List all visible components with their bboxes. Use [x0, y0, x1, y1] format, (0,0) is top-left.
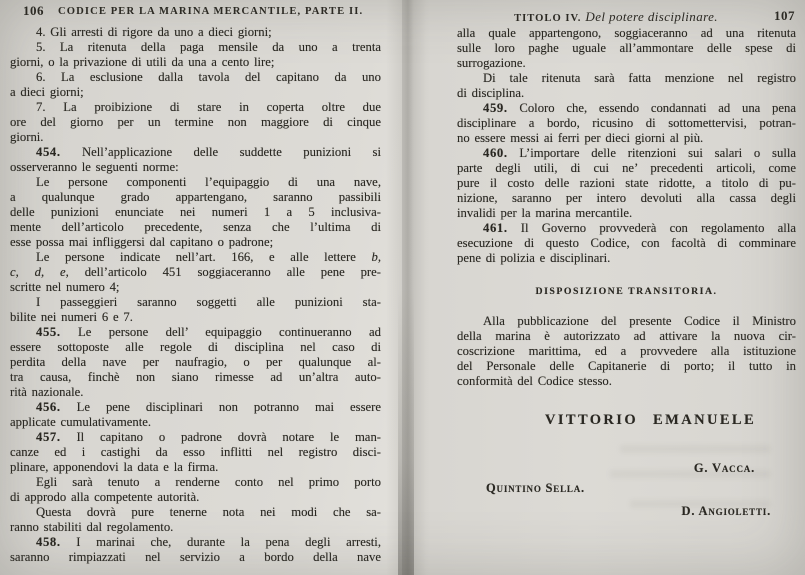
- text-line: 454. Nell’applicazione delle suddette punizioni si: [36, 145, 381, 159]
- text-line: nizione, saranno per intero devoluti alla cassa degli: [457, 191, 796, 205]
- section-heading: DISPOSIZIONE TRANSITORIA.: [535, 286, 718, 297]
- right-text-column: [457, 26, 796, 519]
- text-line: a qualunque grado appartengano, saranno passibili: [10, 190, 381, 204]
- text-line: rità nazionale.: [10, 385, 84, 399]
- running-header-titolo: TITOLO IV.: [514, 13, 582, 24]
- text-line: del Personale delle Capitanerie di porto; il tutto in: [457, 359, 796, 373]
- text-line: 5. La ritenuta della paga mensile da uno a trenta: [36, 40, 381, 54]
- text-line: c, d, e, dell’articolo 451 soggiaceranno alle pene pre-: [10, 265, 381, 279]
- text-line: giorni.: [10, 130, 44, 144]
- text-line: coscrizione marittima, ed a provvedere alla istituzione: [457, 344, 796, 358]
- running-header-left: CODICE PER LA MARINA MERCANTILE, PARTE II.: [58, 6, 364, 17]
- sovereign-name: VITTORIO EMANUELE: [544, 412, 757, 428]
- page-number-left: 106: [23, 3, 44, 18]
- left-text-column: [10, 25, 381, 565]
- text-line: 459. Coloro che, essendo condannati ad una pena: [483, 101, 796, 115]
- text-line: pene di polizia e disciplinari.: [457, 251, 611, 265]
- text-line: Le persone componenti l’equipaggio di una nave,: [36, 175, 381, 189]
- text-line: 457. Il capitano o padrone dovrà notare le man-: [36, 430, 382, 444]
- text-line: Di tale ritenuta sarà fatta menzione nel registro: [483, 71, 796, 85]
- text-line: bilite nei numeri 6 e 7.: [10, 310, 133, 324]
- text-line: essere sottoposte alle regole di disciplina nel caso di: [10, 340, 381, 354]
- text-line: della marina è autorizzato ad attivare la nuova cir-: [457, 329, 796, 343]
- text-line: applicate cumulativamente.: [10, 415, 152, 429]
- text-line: sulle loro paghe uguale all’ammontare delle spese di: [457, 41, 796, 55]
- text-line: Alla pubblicazione del presente Codice il Ministro: [483, 314, 796, 328]
- signature-name: Quintino Sella.: [486, 481, 585, 495]
- text-line: esecuzione di questo Codice, con facoltà di comminare: [457, 236, 796, 250]
- text-line: perdita della nave per naufragio, o per qualunque al-: [10, 355, 381, 369]
- text-line: plinare, apponendovi la data e la firma.: [10, 460, 219, 474]
- text-line: a dieci giorni;: [10, 85, 84, 99]
- running-header-right: [500, 8, 732, 26]
- text-line: Questa dovrà pure tenerne nota nei modi che sa-: [36, 505, 381, 519]
- text-line: scritte nel numero 4;: [10, 280, 120, 294]
- text-line: disciplinare a bordo, ricusino di sottomettervisi, potran-: [457, 116, 796, 130]
- text-line: esse possa mai infliggersi dal capitano o padrone;: [10, 235, 274, 249]
- text-line: saranno rimpiazzati nel servizio a bordo della nave: [10, 550, 381, 564]
- text-line: di disciplina.: [457, 86, 525, 100]
- text-line: 4. Gli arresti di rigore da uno a dieci giorni;: [36, 25, 272, 39]
- text-line: Egli sarà tenuto a renderne conto nel primo porto: [36, 475, 381, 489]
- text-line: no essere messi ai ferri per dieci giorni al più.: [457, 131, 704, 145]
- page-number-right: 107: [774, 8, 795, 23]
- text-line: canze ed i castighi da esso inflitti nel registro disci-: [10, 445, 381, 459]
- text-line: giorni, o la privazione di utili da una a cento lire;: [10, 55, 275, 69]
- text-line: surrogazione.: [457, 56, 526, 70]
- text-line: delle punizioni enunciate nei numeri 1 a 5 inclusiva-: [10, 205, 381, 219]
- signature-name: G. Vacca.: [693, 461, 755, 475]
- text-line: tra causa, finchè non siano rimesse ad un’altra auto-: [10, 370, 381, 384]
- text-line: Le persone indicate nell’art. 166, e alle lettere b,: [36, 250, 381, 264]
- signature-name: D. Angioletti.: [681, 504, 771, 518]
- text-line: 455. Le persone dell’ equipaggio continueranno ad: [36, 325, 381, 339]
- text-line: invalidi per la marina mercantile.: [457, 206, 633, 220]
- running-header-italic: Del potere disciplinare.: [585, 9, 718, 24]
- text-line: parte degli utili, di cui ne’ precedenti articoli, come: [457, 161, 796, 175]
- text-line: osserveranno le seguenti norme:: [10, 160, 179, 174]
- text-line: 6. La esclusione dalla tavola del capitano da uno: [36, 70, 381, 84]
- text-line: di approdo alla competente autorità.: [10, 490, 200, 504]
- text-line: alla quale appartengono, soggiaceranno ad una ritenuta: [457, 26, 796, 40]
- text-line: mente dell’articolo precedente, senza che l’ultima di: [10, 220, 381, 234]
- text-line: 461. Il Governo provvederà con regolamento alla: [483, 221, 796, 235]
- text-line: I passeggieri saranno soggetti alle punizioni sta-: [36, 295, 381, 309]
- text-line: 7. La proibizione di stare in coperta oltre due: [36, 100, 381, 114]
- text-line: pure il costo delle razioni state ridotte, a titolo di pu-: [457, 176, 796, 190]
- text-line: 460. L’importare delle ritenzioni sui salari o sulla: [483, 146, 797, 160]
- text-line: 456. Le pene disciplinari non potranno mai essere: [36, 400, 381, 414]
- text-line: conformità del Codice stesso.: [457, 374, 612, 388]
- text-line: ore del giorno per un termine non maggiore di cinque: [10, 115, 381, 129]
- text-line: ranno stabiliti dal regolamento.: [10, 520, 174, 534]
- text-line: 458. I marinai che, durante la pena degli arresti,: [36, 535, 381, 549]
